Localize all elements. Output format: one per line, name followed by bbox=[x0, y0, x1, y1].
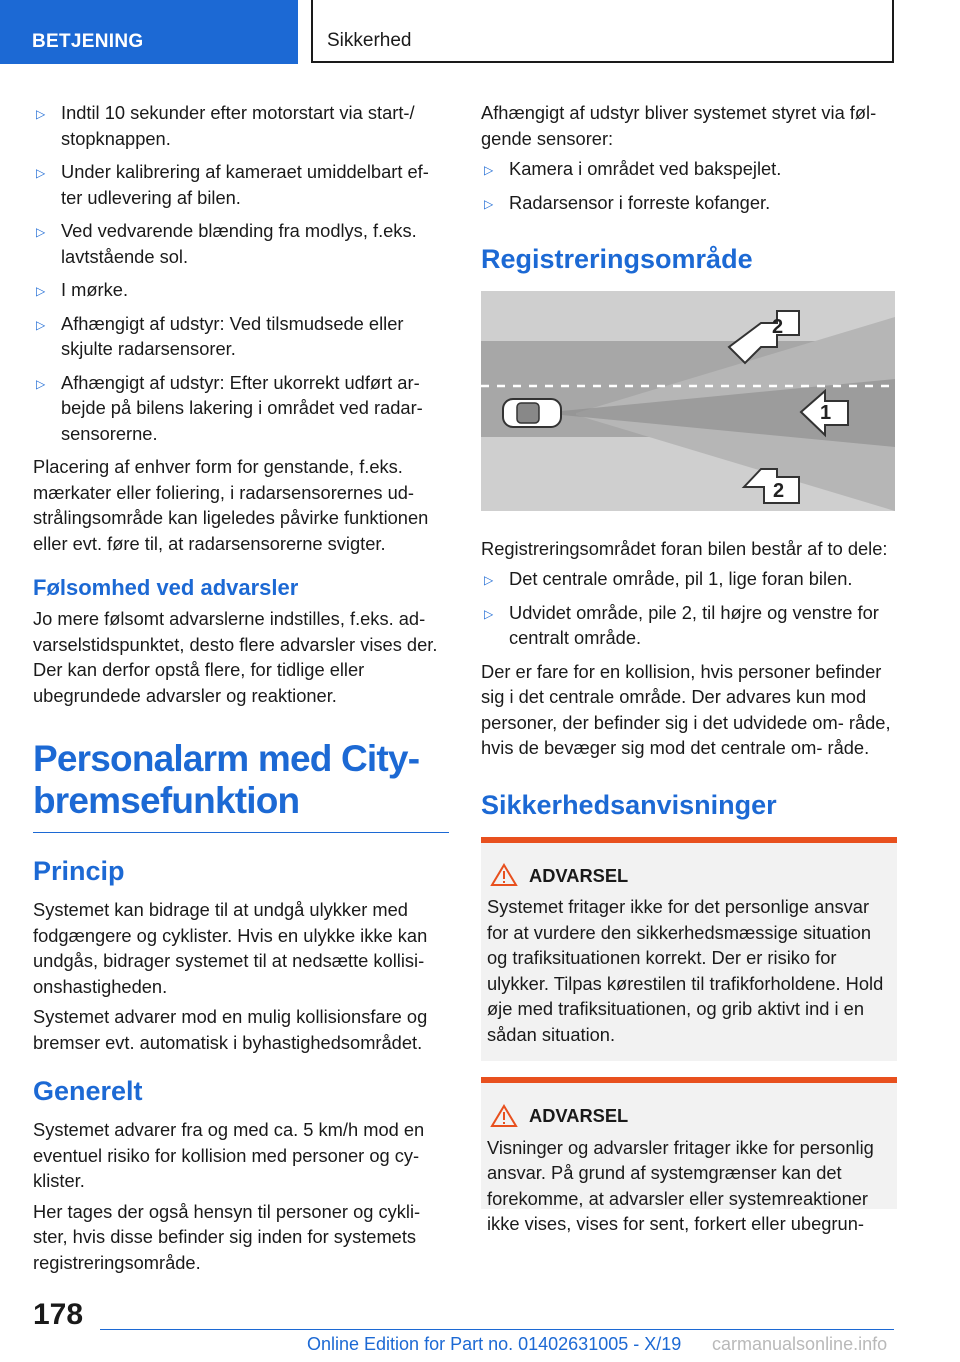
warning-box-1 bbox=[481, 837, 897, 1062]
warning-title: ADVARSEL bbox=[491, 863, 889, 889]
bullet-triangle-icon: ▷ bbox=[484, 196, 494, 211]
paragraph-braking: Systemet advarer mod en mulig kollisionsfare og bremser evt. automatisk i byhastighedsområdet. bbox=[33, 1006, 428, 1053]
paragraph-principle: Systemet kan bidrage til at undgå ulykker med fodgængere og cyklister. Hvis en ulykke ikke kan undgås, bidrager systemet til at nedsætte kollisi- onshastigheden. bbox=[33, 899, 428, 997]
page-number: 178 bbox=[33, 1298, 84, 1331]
list-item: ▷ Det centrale område, pil 1, lige foran bilen. bbox=[481, 566, 897, 592]
bullet-triangle-icon: ▷ bbox=[36, 284, 46, 298]
warning-text: Visninger og advarsler fritager ikke for personlig ansvar. På grund af systemgrænser kan det forekomme, at advarsler eller systemreaktioner ikke vises, vises for sent, forkert eller ubegrun- bbox=[487, 1136, 874, 1234]
warning-title: ADVARSEL bbox=[491, 1103, 889, 1129]
bullet-triangle-icon: ▷ bbox=[484, 163, 494, 177]
bullet-triangle-icon: ▷ bbox=[484, 573, 494, 587]
paragraph-sensors: Afhængigt af udstyr bliver systemet styret via føl- gende sensorer: bbox=[481, 102, 877, 149]
paragraph-general: Systemet advarer fra og med ca. 5 km/h mod en eventuel risiko for kollision med personer og cy- klister. bbox=[33, 1119, 425, 1191]
paragraph-detection-consideration: Her tages der også hensyn til personer og cykli- ster, hvis disse befinder sig inden for systemets registreringsområde. bbox=[33, 1200, 421, 1273]
paragraph-collision-risk: Der er fare for en kollision, hvis personer befinder sig i det centrale område. Der advares kun mod personer, der befinder sig i det udvidede om- råde, hvis de bevæger sig mod det centrale om- råde. bbox=[481, 660, 891, 758]
heading-personal-alarm: Personalarm med City- bremsefunktion bbox=[33, 738, 420, 821]
warning-text: Systemet fritager ikke for det personlige ansvar for at vurdere den sikkerhedsmæssige situation og trafiksituationen korrekt. Der er risiko for ulykker. Tilpas kørestilen til trafikforholdene. Hold øje med trafiksituationen, og grib aktivt ind i en sådan situation. bbox=[487, 896, 884, 1045]
arrow-bottom-label: 2 bbox=[773, 480, 785, 502]
list-item: ▷ Indtil 10 sekunder efter motorstart via start-/ stopknappen. bbox=[36, 102, 415, 149]
warning-box-2 bbox=[481, 1077, 897, 1234]
car-icon bbox=[503, 399, 561, 427]
watermark: carmanualsonline.info bbox=[712, 1334, 888, 1354]
heading-detection-area: Registreringsområde bbox=[481, 244, 753, 274]
list-item: ▷ Under kalibrering af kameraet umiddelbart ef- ter udlevering af bilen. bbox=[36, 161, 429, 208]
list-item: ▷ Afhængigt af udstyr: Ved tilsmudsede eller skjulte radarsensorer. bbox=[36, 312, 404, 359]
list-item: ▷ Ved vedvarende blænding fra modlys, f.eks. lavtstående sol. bbox=[36, 220, 417, 267]
header-chapter-box bbox=[311, 0, 894, 63]
warning-triangle-icon bbox=[491, 864, 517, 886]
bullet-triangle-icon: ▷ bbox=[484, 606, 494, 621]
arrow-top-label: 2 bbox=[772, 316, 784, 338]
header-chapter-label: Sikkerhed bbox=[327, 30, 412, 51]
footer-divider bbox=[100, 1329, 894, 1330]
list-item: ▷ Kamera i området ved bakspejlet. bbox=[481, 156, 897, 182]
list-item: ▷ Udvidet område, pile 2, til højre og venstre for centralt område. bbox=[484, 601, 879, 648]
list-item: ▷ Radarsensor i forreste kofanger. bbox=[481, 190, 897, 216]
heading-divider bbox=[33, 832, 449, 833]
heading-sensitivity: Følsomhed ved advarsler bbox=[33, 575, 299, 600]
detection-area-figure bbox=[481, 291, 895, 511]
heading-general: Generelt bbox=[33, 1076, 143, 1106]
list-item: ▷ Afhængigt af udstyr: Efter ukorrekt udført ar- bejde på bilens lakering i området ved radar- sensorerne. bbox=[36, 371, 423, 444]
bullet-triangle-icon: ▷ bbox=[36, 376, 46, 391]
bullet-triangle-icon: ▷ bbox=[36, 107, 46, 121]
bullet-triangle-icon: ▷ bbox=[36, 166, 46, 180]
bullet-triangle-icon: ▷ bbox=[36, 225, 46, 239]
list-item: ▷ I mørke. bbox=[33, 277, 449, 303]
arrow-mid-label: 1 bbox=[820, 402, 832, 424]
bullet-triangle-icon: ▷ bbox=[36, 317, 46, 332]
footer-edition: Online Edition for Part no. 01402631005 - X/19 bbox=[307, 1334, 682, 1354]
heading-principle: Princip bbox=[33, 856, 125, 886]
paragraph-sensitivity: Jo mere følsomt advarslerne indstilles, f.eks. ad- varselstidspunktet, desto flere advarsler vises der. Der kan derfor opstå flere, for tidlige eller ubegrundede advarsler og reaktioner. bbox=[33, 608, 438, 706]
left-column bbox=[33, 100, 449, 1280]
heading-safety-notes: Sikkerhedsanvisninger bbox=[481, 789, 777, 820]
header-section-label: BETJENING bbox=[32, 31, 144, 52]
warning-triangle-icon bbox=[491, 1105, 517, 1127]
paragraph-detection-parts: Registreringsområdet foran bilen består af to dele: bbox=[481, 537, 888, 559]
header-section-tab bbox=[0, 0, 298, 64]
paragraph-placement: Placering af enhver form for genstande, f.eks. mærkater eller foliering, i radarsensorernes ud- strålingsområde kan ligeledes påvirke funktionen eller evt. føre til, at radarsensorerne svigter. bbox=[33, 456, 429, 554]
right-column bbox=[481, 100, 897, 1234]
